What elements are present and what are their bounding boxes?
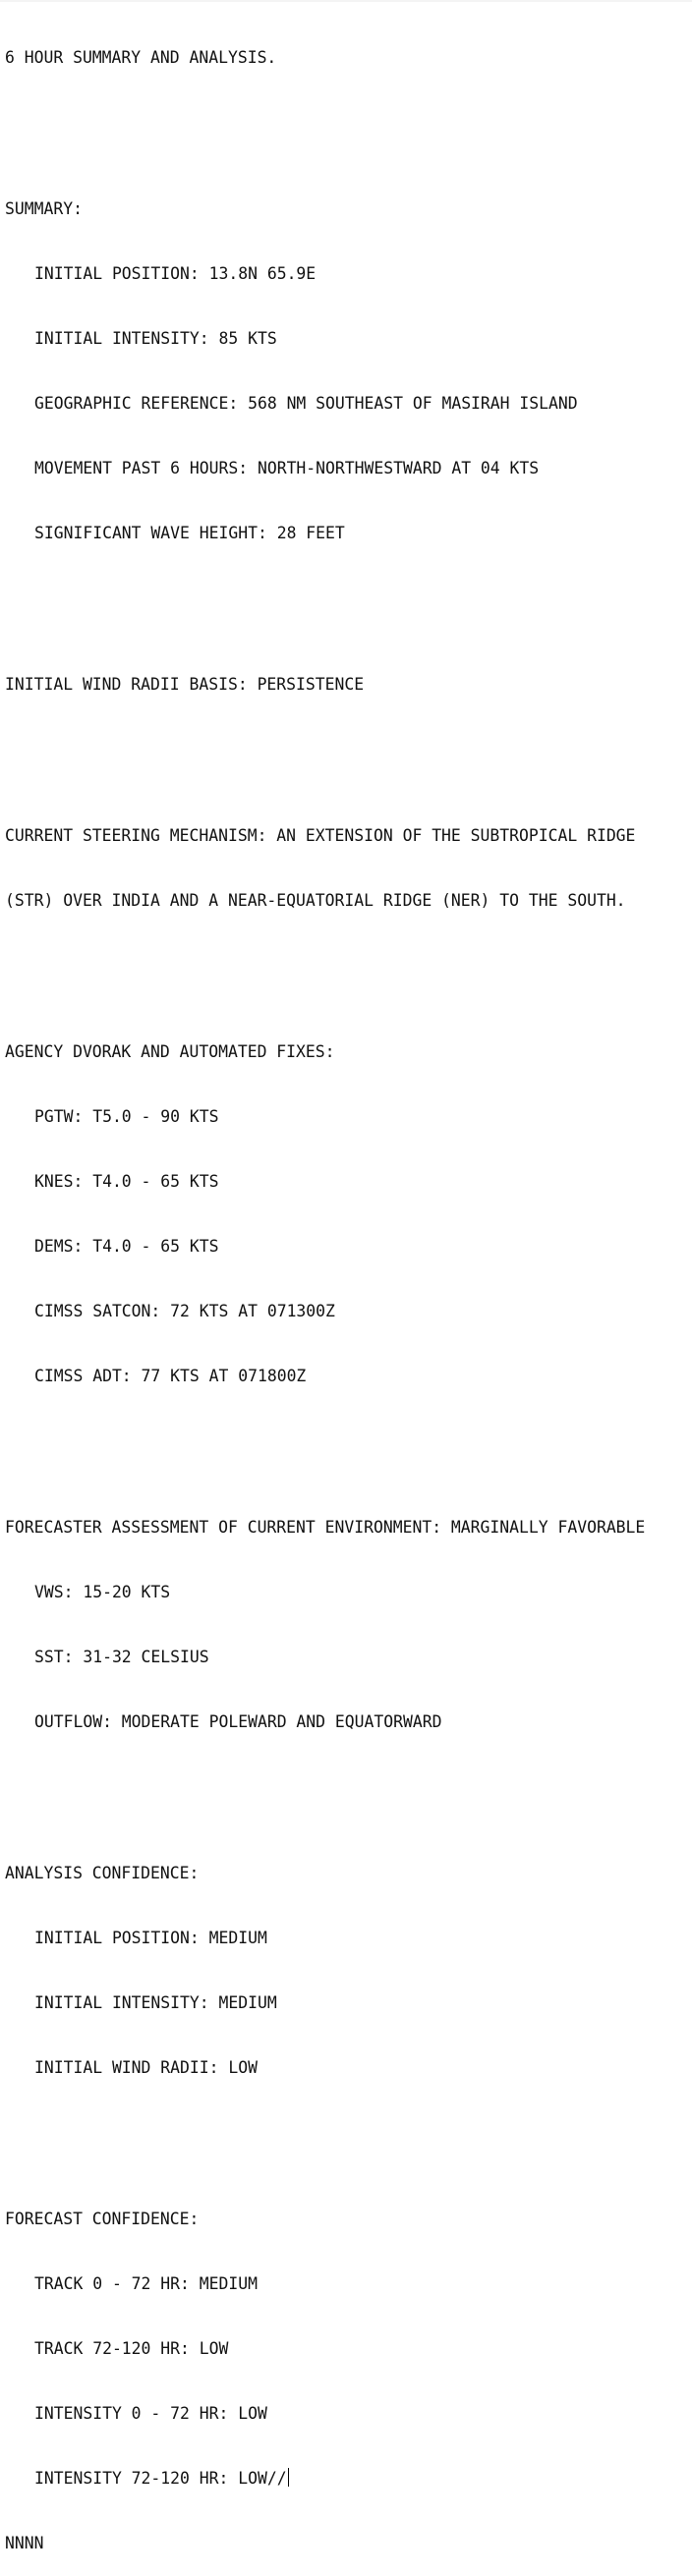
blank-line — [5, 1776, 645, 1798]
initial-intensity: INITIAL INTENSITY: 85 KTS — [34, 329, 277, 348]
steering-line-1: CURRENT STEERING MECHANISM: AN EXTENSION OF THE SUBTROPICAL RIDGE — [5, 826, 636, 845]
wave-height: SIGNIFICANT WAVE HEIGHT: 28 FEET — [34, 524, 345, 542]
movement: MOVEMENT PAST 6 HOURS: NORTH-NORTHWESTWARD AT 04 KTS — [34, 459, 540, 477]
forecast-confidence-item: INTENSITY 72-120 HR: LOW// — [34, 2469, 287, 2488]
fix-item: PGTW: T5.0 - 90 KTS — [34, 1107, 219, 1126]
analysis-confidence-item: INITIAL INTENSITY: MEDIUM — [34, 1993, 277, 2012]
forecast-confidence-item: INTENSITY 0 - 72 HR: LOW — [34, 2404, 267, 2423]
steering-line-2: (STR) OVER INDIA AND A NEAR-EQUATORIAL RIDGE (NER) TO THE SOUTH. — [5, 891, 626, 910]
blank-line — [5, 1430, 645, 1452]
blank-line — [5, 112, 645, 134]
fix-item: DEMS: T4.0 - 65 KTS — [34, 1237, 219, 1256]
analysis-confidence-item: INITIAL POSITION: MEDIUM — [34, 1929, 267, 1947]
fix-item: KNES: T4.0 - 65 KTS — [34, 1172, 219, 1191]
fixes-heading: AGENCY DVORAK AND AUTOMATED FIXES: — [5, 1042, 335, 1061]
wind-radii-basis: INITIAL WIND RADII BASIS: PERSISTENCE — [5, 675, 365, 694]
text-cursor — [288, 2468, 289, 2487]
bulletin-footer: NNNN — [5, 2534, 44, 2552]
blank-line — [5, 739, 645, 760]
geographic-reference: GEOGRAPHIC REFERENCE: 568 NM SOUTHEAST OF MASIRAH ISLAND — [34, 394, 578, 413]
fix-item: CIMSS ADT: 77 KTS AT 071800Z — [34, 1367, 307, 1385]
top-border — [0, 0, 692, 2]
environment-item: SST: 31-32 CELSIUS — [34, 1648, 209, 1666]
blank-line — [5, 2122, 645, 2144]
fix-item: CIMSS SATCON: 72 KTS AT 071300Z — [34, 1302, 335, 1320]
forecast-confidence-last-line — [5, 2468, 645, 2490]
bulletin-text[interactable] — [5, 4, 645, 2576]
environment-item: OUTFLOW: MODERATE POLEWARD AND EQUATORWARD — [34, 1712, 442, 1731]
bulletin-header: 6 HOUR SUMMARY AND ANALYSIS. — [5, 48, 277, 67]
forecast-confidence-heading: FORECAST CONFIDENCE: — [5, 2210, 200, 2228]
analysis-confidence-item: INITIAL WIND RADII: LOW — [34, 2058, 258, 2077]
environment-heading: FORECASTER ASSESSMENT OF CURRENT ENVIRONMENT: MARGINALLY FAVORABLE — [5, 1518, 646, 1537]
blank-line — [5, 955, 645, 977]
forecast-confidence-item: TRACK 0 - 72 HR: MEDIUM — [34, 2274, 258, 2293]
forecast-confidence-item: TRACK 72-120 HR: LOW — [34, 2339, 229, 2358]
analysis-confidence-heading: ANALYSIS CONFIDENCE: — [5, 1864, 200, 1882]
summary-heading: SUMMARY: — [5, 199, 83, 218]
environment-item: VWS: 15-20 KTS — [34, 1583, 171, 1601]
initial-position: INITIAL POSITION: 13.8N 65.9E — [34, 264, 317, 283]
blank-line — [5, 588, 645, 609]
